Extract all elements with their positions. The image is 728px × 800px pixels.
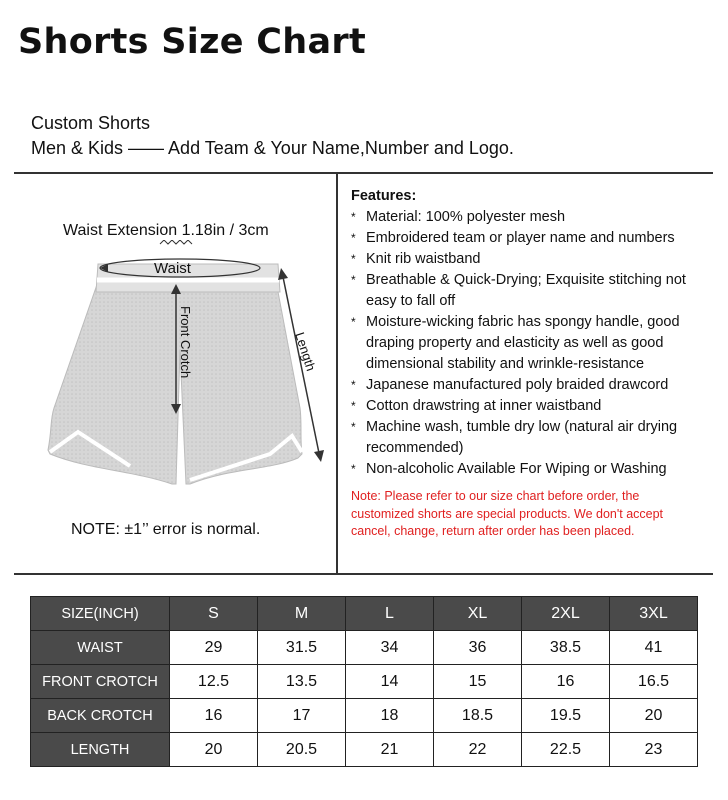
divider-vertical (336, 173, 338, 574)
bullet-icon: * (351, 378, 356, 392)
divider-top (14, 172, 713, 174)
shorts-diagram (30, 240, 330, 500)
row-label: FRONT CROTCH (31, 665, 170, 699)
table-cell: 22 (434, 733, 522, 767)
header-cell: 3XL (610, 597, 698, 631)
feature-text: Machine wash, tumble dry low (natural air drying recommended) (366, 419, 678, 456)
features-list (351, 207, 711, 480)
table-cell: 34 (346, 631, 434, 665)
feature-text: Cotton drawstring at inner waistband (366, 398, 602, 414)
header-cell: 2XL (522, 597, 610, 631)
bullet-icon: * (351, 462, 356, 476)
table-cell: 29 (170, 631, 258, 665)
waist-extension-label: Waist Extension 1.18in / 3cm (63, 222, 269, 239)
table-row (31, 699, 698, 733)
table-cell: 21 (346, 733, 434, 767)
feature-text: Non-alcoholic Available For Wiping or Washing (366, 461, 667, 477)
header-cell: S (170, 597, 258, 631)
feature-item (351, 270, 711, 312)
subtitle-description: Men & Kids —— Add Team & Your Name,Number and Logo. (31, 138, 514, 158)
header-cell: SIZE(INCH) (31, 597, 170, 631)
size-table-header (31, 597, 698, 631)
row-label: WAIST (31, 631, 170, 665)
feature-item (351, 312, 711, 375)
bullet-icon: * (351, 252, 356, 266)
divider-bottom (14, 573, 713, 575)
table-row (31, 665, 698, 699)
table-row (31, 733, 698, 767)
row-label: LENGTH (31, 733, 170, 767)
table-cell: 16.5 (610, 665, 698, 699)
table-cell: 20.5 (258, 733, 346, 767)
bullet-icon: * (351, 420, 356, 434)
table-cell: 17 (258, 699, 346, 733)
subtitle-product: Custom Shorts (31, 113, 151, 133)
length-arrow-bottom (314, 450, 324, 462)
table-cell: 19.5 (522, 699, 610, 733)
table-cell: 36 (434, 631, 522, 665)
bullet-icon: * (351, 399, 356, 413)
table-cell: 18.5 (434, 699, 522, 733)
size-table (30, 596, 698, 767)
feature-item (351, 228, 711, 249)
table-cell: 38.5 (522, 631, 610, 665)
table-cell: 20 (170, 733, 258, 767)
length-label: Length (292, 330, 319, 373)
feature-text: Material: 100% polyester mesh (366, 209, 566, 225)
front-crotch-label: Front Crotch (178, 306, 193, 379)
header-cell: XL (434, 597, 522, 631)
feature-text: Breathable & Quick-Drying; Exquisite stitching not easy to fall off (366, 272, 686, 309)
table-cell: 12.5 (170, 665, 258, 699)
table-cell: 14 (346, 665, 434, 699)
feature-text: Knit rib waistband (366, 251, 481, 267)
bullet-icon: * (351, 273, 356, 287)
table-cell: 20 (610, 699, 698, 733)
table-cell: 15 (434, 665, 522, 699)
table-cell: 22.5 (522, 733, 610, 767)
bullet-icon: * (351, 210, 356, 224)
waist-label: Waist (154, 260, 191, 277)
table-cell: 18 (346, 699, 434, 733)
feature-item (351, 375, 711, 396)
feature-item (351, 417, 711, 459)
header-cell: L (346, 597, 434, 631)
page-title: Shorts Size Chart (18, 22, 366, 62)
feature-item (351, 396, 711, 417)
bullet-icon: * (351, 231, 356, 245)
bullet-icon: * (351, 315, 356, 329)
header-cell: M (258, 597, 346, 631)
feature-text: Japanese manufactured poly braided drawcord (366, 377, 669, 393)
table-cell: 16 (522, 665, 610, 699)
error-note: NOTE: ±1’’ error is normal. (71, 521, 261, 538)
waist-extension-squiggle (160, 240, 192, 244)
feature-item (351, 207, 711, 228)
feature-text: Moisture-wicking fabric has spongy handle, good draping property and elasticity as well as good dimensional stability and wrinkle-resistance (366, 314, 680, 372)
feature-item (351, 249, 711, 270)
table-cell: 13.5 (258, 665, 346, 699)
features-panel (351, 186, 711, 480)
features-title: Features: (351, 188, 417, 204)
order-note: Note: Please refer to our size chart before order, the customized shorts are special products. We don't accept cancel, change, return after order has been placed. (351, 489, 664, 538)
table-cell: 31.5 (258, 631, 346, 665)
table-cell: 16 (170, 699, 258, 733)
length-arrow-top (278, 268, 288, 280)
row-label: BACK CROTCH (31, 699, 170, 733)
feature-item (351, 459, 711, 480)
table-row (31, 631, 698, 665)
shorts-body (48, 276, 302, 484)
feature-text: Embroidered team or player name and numbers (366, 230, 675, 246)
table-cell: 41 (610, 631, 698, 665)
table-cell: 23 (610, 733, 698, 767)
